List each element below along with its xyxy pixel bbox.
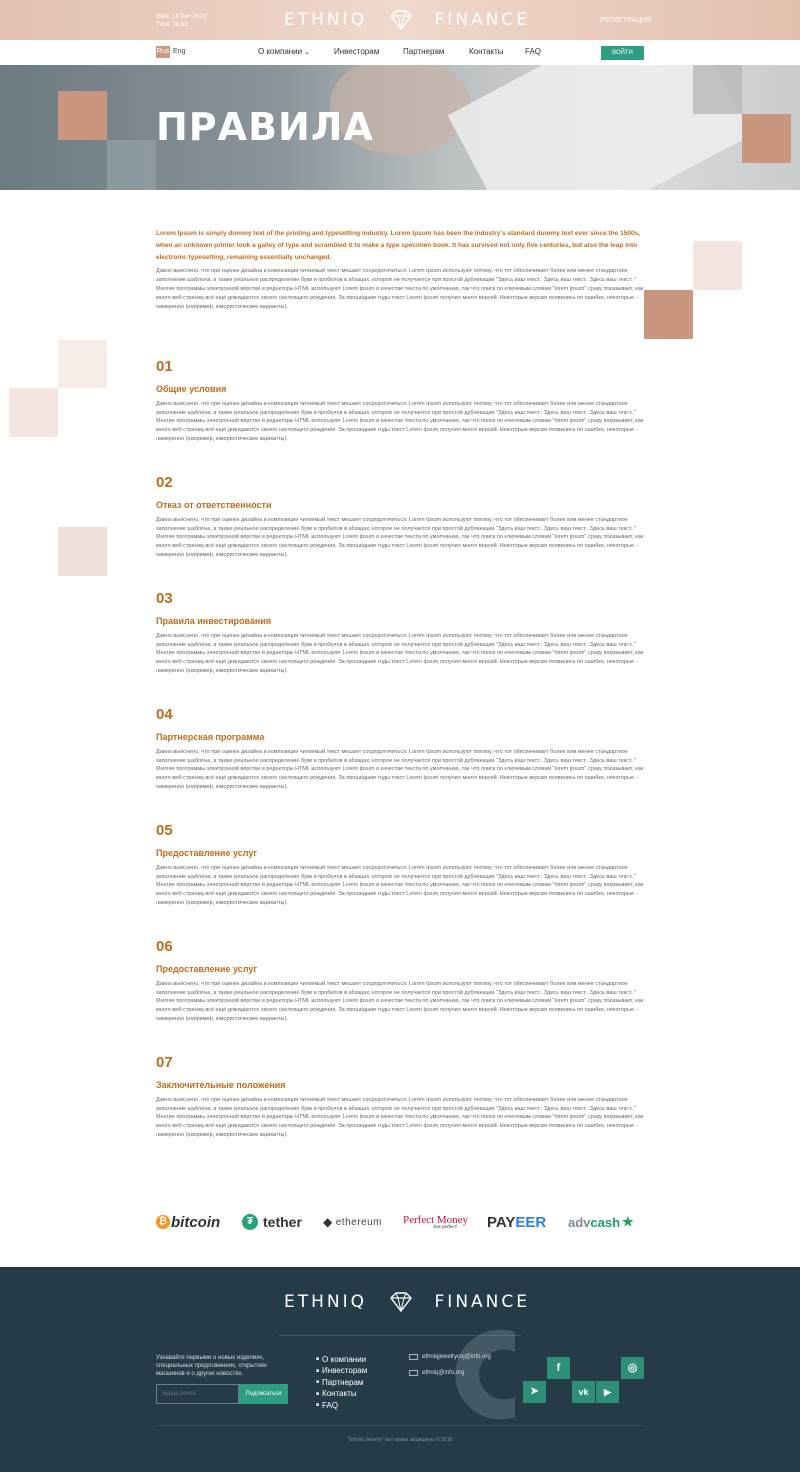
section-body: Давно выяснено, что при оценке дизайна и композиции читаемый текст мешает сосредоточиться. Lorem Ipsum используют потому, что тот обеспечивает более или менее стандартное заполнение шаблона, а также реальное распределение букв и пробелов в абзацах, которое не получается при простой дубликации "Здесь ваш текст.. Здесь ваш текст.. Здесь ваш текст.." Многие программы электронной вёрстки и редакторы HTML используют Lorem Ipsum в качестве текста по умолчанию, так что поиск по ключевым словам "lorem ipsum" сразу показывает, как много веб-страниц всё ещё дожидаются своего настоящего рождения. За прошедшие годы текст Lorem Ipsum получил много версий. Некоторые версии появились по ошибке, некоторые - намеренно (например, юмористические варианты). [156, 401, 644, 442]
hero-square [107, 140, 156, 190]
mail-icon [409, 1354, 418, 1360]
section-number: 02 [156, 474, 173, 491]
logo-word-right: FINANCE [434, 1292, 530, 1312]
hero-square [693, 65, 742, 114]
section-number: 03 [156, 590, 173, 607]
diamond-icon [389, 1292, 413, 1312]
site-logo[interactable] [284, 9, 530, 31]
section-body: Давно выяснено, что при оценке дизайна и композиции читаемый текст мешает сосредоточиться. Lorem Ipsum используют потому, что тот обеспечивает более или менее стандартное заполнение шаблона, а также реальное распределение букв и пробелов в абзацах, которое не получается при простой дубликации "Здесь ваш текст.. Здесь ваш текст.. Здесь ваш текст.." Многие программы электронной вёрстки и редакторы HTML используют Lorem Ipsum в качестве текста по умолчанию, так что поиск по ключевым словам "lorem ipsum" сразу показывает, как много веб-страниц всё ещё дожидаются своего настоящего рождения. За прошедшие годы текст Lorem Ipsum получил много версий. Некоторые версии появились по ошибке, некоторые - намеренно (например, юмористические варианты). [156, 1097, 644, 1138]
deco-square [9, 388, 58, 437]
rules-section [156, 822, 644, 908]
nav-item-contacts[interactable]: Контакты [469, 47, 504, 56]
login-button[interactable]: ВОЙТИ [601, 46, 644, 60]
footer-link-investors[interactable]: ■ Инвесторам [316, 1365, 367, 1376]
diamond-icon [389, 10, 413, 30]
footer-email-2[interactable]: ethniq@info.org [409, 1370, 464, 1376]
section-title: Предоставление услуг [156, 848, 258, 858]
hero-square [58, 91, 107, 140]
bitcoin-icon: ₿ [156, 1215, 170, 1229]
section-number: 06 [156, 938, 173, 955]
advcash-logo: adv cash ★ [568, 1214, 634, 1230]
footer-link-company[interactable]: ■ О компании [316, 1354, 367, 1365]
copyright-text: "Ethniq Jewelry" все права защищены © 2018 [347, 1437, 453, 1443]
section-title: Общие условия [156, 384, 227, 394]
deco-square [644, 290, 693, 339]
rules-section [156, 358, 644, 444]
section-number: 01 [156, 358, 173, 375]
logo-word-right: FINANCE [434, 10, 530, 30]
nav-item-faq[interactable]: FAQ [525, 47, 542, 56]
footer-links [316, 1354, 367, 1411]
rules-section [156, 1054, 644, 1140]
rules-section [156, 938, 644, 1024]
watermark-graphic [455, 1322, 755, 1422]
footer-divider-bottom [156, 1425, 644, 1426]
bitcoin-logo: ₿ bitcoin [156, 1210, 220, 1234]
nav-item-investors[interactable]: Инвесторам [334, 47, 380, 56]
deco-square [58, 340, 107, 388]
telegram-icon[interactable]: ➤ [523, 1381, 546, 1403]
section-title: Партнерская программа [156, 732, 265, 742]
main-nav [0, 40, 800, 65]
section-title: Заключительные положения [156, 1080, 286, 1090]
section-number: 04 [156, 706, 173, 723]
tether-logo: ₮ tether [242, 1210, 302, 1234]
nav-item-company-label: О компании [258, 47, 303, 56]
ethereum-logo: ◆ ethereum [323, 1215, 382, 1229]
section-body: Давно выяснено, что при оценке дизайна и композиции читаемый текст мешает сосредоточиться. Lorem Ipsum используют потому, что тот обеспечивает более или менее стандартное заполнение шаблона, а также реальное распределение букв и пробелов в абзацах, которое не получается при простой дубликации "Здесь ваш текст.. Здесь ваш текст.. Здесь ваш текст.." Многие программы электронной вёрстки и редакторы HTML используют Lorem Ipsum в качестве текста по умолчанию, так что поиск по ключевым словам "lorem ipsum" сразу показывает, как много веб-страниц всё ещё дожидаются своего настоящего рождения. За прошедшие годы текст Lorem Ipsum получил много версий. Некоторые версии появились по ошибке, некоторые - намеренно (например, юмористические варианты). [156, 981, 644, 1022]
tether-icon: ₮ [242, 1214, 258, 1230]
section-body: Давно выяснено, что при оценке дизайна и композиции читаемый текст мешает сосредоточиться. Lorem Ipsum используют потому, что тот обеспечивает более или менее стандартное заполнение шаблона, а также реальное распределение букв и пробелов в абзацах, которое не получается при простой дубликации "Здесь ваш текст.. Здесь ваш текст.. Здесь ваш текст.." Многие программы электронной вёрстки и редакторы HTML используют Lorem Ipsum в качестве текста по умолчанию, так что поиск по ключевым словам "lorem ipsum" сразу показывает, как много веб-страниц всё ещё дожидаются своего настоящего рождения. За прошедшие годы текст Lorem Ipsum получил много версий. Некоторые версии появились по ошибке, некоторые - намеренно (например, юмористические варианты). [156, 633, 644, 674]
mail-icon [409, 1370, 418, 1376]
section-title: Отказ от ответственности [156, 500, 272, 510]
hero-banner [0, 65, 800, 190]
perfect-money-logo: Perfect Money Just perfect! [403, 1214, 469, 1230]
logo-word-left: ETHNIQ [284, 1292, 368, 1312]
rules-section [156, 474, 644, 560]
star-icon: ★ [622, 1214, 634, 1229]
section-number: 05 [156, 822, 173, 839]
section-number: 07 [156, 1054, 173, 1071]
date-text: Date: 14 Dec 2020 [156, 14, 207, 20]
section-body: Давно выяснено, что при оценке дизайна и композиции читаемый текст мешает сосредоточиться. Lorem Ipsum используют потому, что тот обеспечивает более или менее стандартное заполнение шаблона, а также реальное распределение букв и пробелов в абзацах, которое не получается при простой дубликации "Здесь ваш текст.. Здесь ваш текст.. Здесь ваш текст.." Многие программы электронной вёрстки и редакторы HTML используют Lorem Ipsum в качестве текста по умолчанию, так что поиск по ключевым словам "lorem ipsum" сразу показывает, как много веб-страниц всё ещё дожидаются своего настоящего рождения. За прошедшие годы текст Lorem Ipsum получил много версий. Некоторые версии появились по ошибке, некоторые - намеренно (например, юмористические варианты). [156, 749, 644, 790]
register-link[interactable]: РЕГИСТРАЦИЯ [600, 17, 652, 24]
deco-square [693, 241, 742, 290]
payeer-logo: PAY EER [487, 1213, 547, 1231]
top-bar [0, 0, 800, 40]
vk-icon[interactable]: vk [572, 1381, 595, 1403]
subscribe-button[interactable]: Подписаться [239, 1384, 288, 1404]
section-title: Предоставление услуг [156, 964, 258, 974]
intro-body: Давно выяснено, что при оценке дизайна и композиции читаемый текст мешает сосредоточиться. Lorem Ipsum используют потому, что тот обеспечивает более или менее стандартное заполнение шаблона, а также реальное распределение букв и пробелов в абзацах, которое не получается при простой дубликации "Здесь ваш текст.. Здесь ваш текст.. Здесь ваш текст.." Многие программы электронной вёрстки и редакторы HTML используют Lorem Ipsum в качестве текста по умолчанию, так что поиск по ключевым словам "lorem ipsum" сразу показывает, как много веб-страниц всё ещё дожидаются своего настоящего рождения. За прошедшие годы текст Lorem Ipsum получил много версий. Некоторые версии появились по ошибке, некоторые - намеренно (например, юмористические варианты). [156, 268, 644, 310]
subscribe-text: Узнавайте первыми о новых изделиях, специальных предложениях, открытиях магазинов и о других новостях. [156, 1355, 267, 1377]
ethereum-icon: ◆ [323, 1215, 333, 1229]
email-field[interactable] [156, 1384, 239, 1404]
page-title: ПРАВИЛА [156, 105, 374, 149]
footer-link-faq[interactable]: ■ FAQ [316, 1400, 367, 1411]
site-footer [0, 1267, 800, 1472]
footer-link-contacts[interactable]: ■ Контакты [316, 1388, 367, 1399]
rules-section [156, 706, 644, 792]
section-title: Правила инвестирования [156, 616, 272, 626]
hero-square [742, 114, 791, 163]
chevron-down-icon: ⌄ [304, 49, 310, 56]
footer-email-1[interactable]: ethniqjewelrycoj@info.org [409, 1354, 491, 1360]
rules-section [156, 590, 644, 676]
datetime [156, 13, 206, 29]
facebook-icon[interactable]: f [547, 1357, 570, 1379]
nav-item-partners[interactable]: Партнерам [403, 47, 445, 56]
footer-link-partners[interactable]: ■ Партнерам [316, 1377, 367, 1388]
lang-en-button[interactable]: Eng [173, 48, 186, 55]
section-body: Давно выяснено, что при оценке дизайна и композиции читаемый текст мешает сосредоточиться. Lorem Ipsum используют потому, что тот обеспечивает более или менее стандартное заполнение шаблона, а также реальное распределение букв и пробелов в абзацах, которое не получается при простой дубликации "Здесь ваш текст.. Здесь ваш текст.. Здесь ваш текст.." Многие программы электронной вёрстки и редакторы HTML используют Lorem Ipsum в качестве текста по умолчанию, так что поиск по ключевым словам "lorem ipsum" сразу показывает, как много веб-страниц всё ещё дожидаются своего настоящего рождения. За прошедшие годы текст Lorem Ipsum получил много версий. Некоторые версии появились по ошибке, некоторые - намеренно (например, юмористические варианты). [156, 865, 644, 906]
logo-word-left: ETHNIQ [284, 10, 368, 30]
youtube-icon[interactable]: ▶ [596, 1381, 619, 1403]
time-text: Time: 16:33 [156, 22, 188, 28]
footer-logo[interactable] [284, 1291, 530, 1313]
nav-item-company[interactable] [258, 46, 310, 59]
deco-square [58, 527, 107, 576]
instagram-icon[interactable]: ◎ [621, 1357, 644, 1379]
section-body: Давно выяснено, что при оценке дизайна и композиции читаемый текст мешает сосредоточиться. Lorem Ipsum используют потому, что тот обеспечивает более или менее стандартное заполнение шаблона, а также реальное распределение букв и пробелов в абзацах, которое не получается при простой дубликации "Здесь ваш текст.. Здесь ваш текст.. Здесь ваш текст.." Многие программы электронной вёрстки и редакторы HTML используют Lorem Ipsum в качестве текста по умолчанию, так что поиск по ключевым словам "lorem ipsum" сразу показывает, как много веб-страниц всё ещё дожидаются своего настоящего рождения. За прошедшие годы текст Lorem Ipsum получил много версий. Некоторые версии появились по ошибке, некоторые - намеренно (например, юмористические варианты). [156, 517, 644, 558]
intro-lead: Lorem Ipsum is simply dummy text of the printing and typesetting industry. Lorem Ipsum has been the industry's standard dummy text ever since the 1500s, when an unknown printer took a galley of type and scrambled it to make a type specimen book. It has survived not only five centuries, but also the leap into electronic typesetting, remaining essentially unchanged. [156, 230, 640, 261]
lang-ru-button[interactable]: Rus [156, 46, 170, 58]
